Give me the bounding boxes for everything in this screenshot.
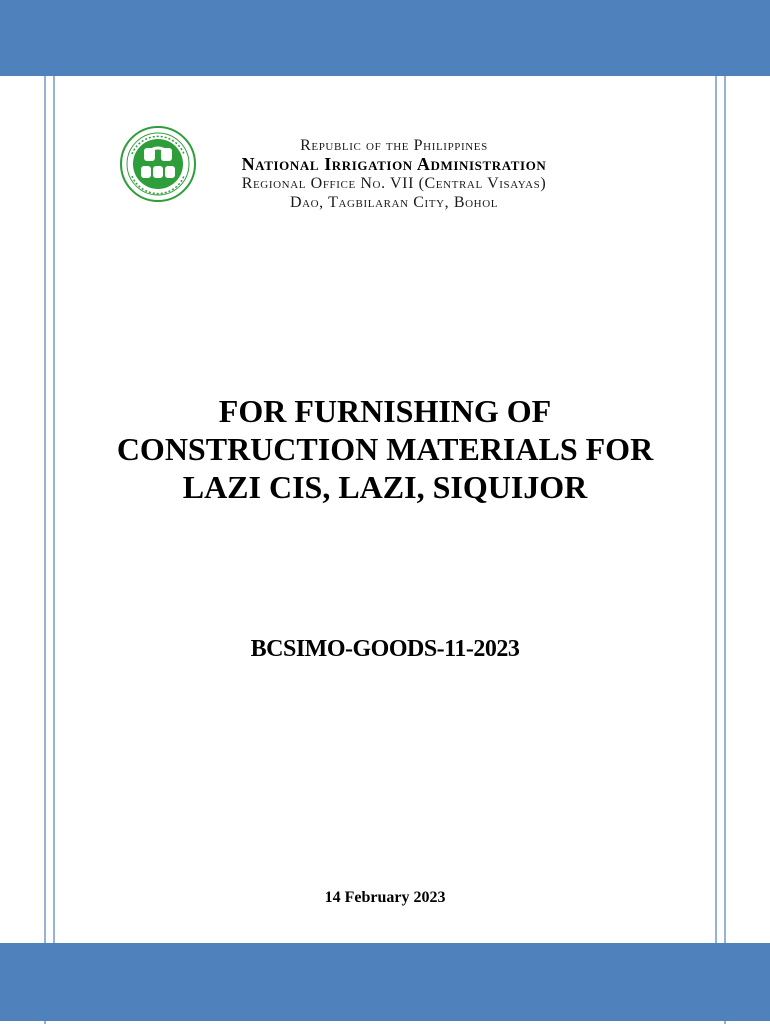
title-line-3: LAZI CIS, LAZI, SIQUIJOR (182, 469, 588, 505)
nia-seal-icon (118, 124, 198, 204)
document-date: 14 February 2023 (324, 889, 446, 906)
letterhead-text (204, 136, 584, 212)
letterhead-agency-name: National Irrigation Administration (241, 154, 547, 174)
right-border-outer (724, 76, 726, 943)
header-band (0, 0, 770, 76)
left-border-inner (53, 76, 55, 943)
letterhead-republic: Republic of the Philippines (300, 137, 488, 154)
letterhead (118, 124, 578, 224)
reference-number: BCSIMO-GOODS-11-2023 (250, 636, 520, 662)
left-border-outer (44, 76, 46, 943)
title-line-2: CONSTRUCTION MATERIALS FOR (116, 431, 654, 467)
letterhead-regional-office: Regional Office No. VII (Central Visayas) (241, 175, 547, 192)
right-border-inner (715, 76, 717, 943)
title-line-1: FOR FURNISHING OF (218, 393, 552, 429)
footer-band (0, 943, 770, 1021)
letterhead-address: Dao, Tagbilaran City, Bohol (289, 194, 499, 211)
document-title (60, 392, 710, 506)
